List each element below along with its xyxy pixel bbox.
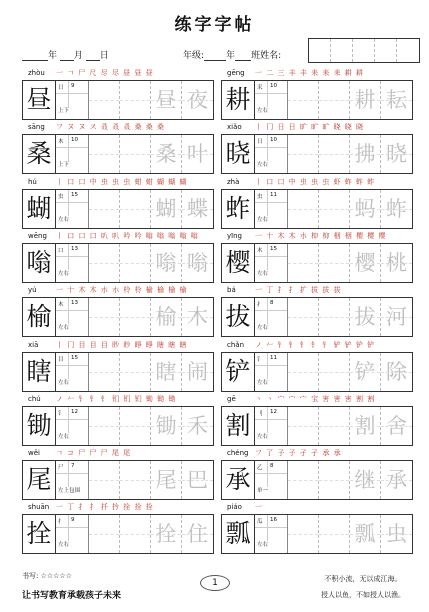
model-character: 蝴 [23, 190, 56, 228]
writing-grid [221, 352, 413, 392]
stroke-order: 一 十 木 木 朩 枊 枊 栶 栶 樱 樱 樱 [255, 231, 387, 240]
pinyin: sāng [28, 123, 45, 132]
practice-card [22, 286, 214, 336]
practice-cell[interactable] [120, 515, 151, 553]
stroke-order: 一 十 木 木 朩 朩 柃 柃 榆 榆 榆 榆 [56, 286, 188, 295]
trace-cell[interactable]: 禾 [182, 407, 213, 445]
stroke-order: 一 丁 扌 扌 扦 扲 拴 拴 拴 [56, 503, 154, 512]
stroke-order: 丨 口 口 中 虫 虫 虫 蚶 蚶 蝴 蝴 蝴 [56, 177, 188, 186]
stroke-count: 10 [71, 137, 78, 144]
practice-cell[interactable] [288, 244, 319, 282]
model-character: 拴 [23, 515, 56, 553]
date-line: 年 月 日 [22, 48, 109, 61]
char-info [56, 461, 89, 499]
pinyin: yú [28, 286, 37, 295]
model-character: 铲 [222, 353, 255, 391]
practice-cell[interactable] [89, 461, 120, 499]
practice-cell[interactable] [120, 190, 151, 228]
practice-cell[interactable] [89, 515, 120, 553]
trace-cell[interactable]: 晓 [381, 135, 412, 173]
stroke-count: 10 [270, 137, 277, 144]
radical: 虫 [257, 193, 263, 200]
stroke-count: 12 [71, 408, 78, 415]
stroke-count: 13 [71, 245, 78, 252]
char-info [255, 81, 288, 119]
stroke-count: 11 [270, 354, 277, 361]
practice-cell[interactable] [319, 407, 350, 445]
trace-cell[interactable]: 瓢 [350, 515, 381, 553]
radical: 钅 [257, 356, 263, 363]
radical: 木 [58, 302, 64, 309]
practice-cell[interactable] [89, 244, 120, 282]
practice-card [22, 341, 214, 391]
trace-cell[interactable]: 虫 [381, 515, 412, 553]
stroke-order: フ ヌ ヌ ス 叒 叒 叒 桑 桑 桑 [56, 123, 166, 132]
structure: 左右 [257, 108, 269, 114]
radical: 刂 [257, 410, 263, 417]
radical: 虫 [58, 193, 64, 200]
practice-card [22, 123, 214, 173]
structure: 上下 [58, 108, 70, 114]
practice-cell[interactable] [89, 407, 120, 445]
stroke-order: 丨 口 口 中 虫 虫 虫 虾 蚱 蚱 蚱 [255, 177, 376, 186]
pinyin-line [221, 232, 413, 241]
practice-cell[interactable] [288, 135, 319, 173]
pinyin: chú [28, 394, 41, 403]
pinyin: gēng [227, 69, 245, 77]
writing-grid [22, 80, 214, 120]
pinyin: shuān [28, 503, 50, 512]
practice-card [22, 69, 214, 119]
structure: 左上包围 [58, 488, 81, 495]
pinyin-line [22, 449, 214, 458]
practice-cell[interactable] [120, 244, 151, 282]
day-blank[interactable] [86, 51, 100, 61]
pinyin-line [22, 341, 214, 350]
trace-cell[interactable]: 夜 [182, 81, 213, 119]
writing-grid [22, 297, 214, 337]
writing-grid [22, 243, 214, 283]
writing-grid [221, 243, 413, 283]
trace-cell[interactable]: 拂 [350, 135, 381, 173]
trace-cell[interactable]: 耕 [350, 81, 381, 119]
pinyin: chǎn [227, 340, 245, 349]
stroke-order: 一 丁 扌 扌 扩 拔 拔 拔 [255, 286, 342, 295]
stroke-order: フ 了 子 子 孑 孑 承 承 [255, 449, 342, 458]
trace-cell[interactable]: 嗡 [182, 244, 213, 282]
stroke-count: 7 [71, 463, 75, 470]
trace-cell[interactable]: 继 [350, 461, 381, 499]
radical: 乙 [257, 465, 263, 472]
practice-card [221, 69, 413, 119]
practice-cell[interactable] [89, 81, 120, 119]
pinyin: wěi [28, 449, 40, 458]
trace-cell[interactable]: 巴 [182, 461, 213, 499]
practice-cell[interactable] [89, 135, 120, 173]
practice-cell[interactable] [120, 461, 151, 499]
char-info [56, 353, 89, 391]
practice-cell[interactable] [120, 298, 151, 336]
practice-cell[interactable] [319, 353, 350, 391]
char-info [56, 515, 89, 553]
page-title: 练字字帖 [174, 15, 255, 35]
structure: 左右 [58, 542, 70, 549]
stroke-order: 一 [255, 503, 263, 512]
practice-card [221, 123, 413, 173]
trace-cell[interactable]: 蝴 [151, 190, 182, 228]
stroke-order: 丨 冂 目 目 目 眇 眇 睜 睜 瞎 瞎 瞎 [56, 340, 188, 349]
practice-cell[interactable] [319, 81, 350, 119]
trace-cell[interactable]: 除 [381, 353, 412, 391]
pinyin-line [221, 503, 413, 512]
practice-cell[interactable] [120, 135, 151, 173]
practice-cell[interactable] [288, 190, 319, 228]
stroke-order: 丶 丶 宀 宀 宀 宝 害 害 害 割 割 [255, 394, 376, 403]
stroke-count: 15 [71, 354, 78, 361]
practice-card [221, 395, 413, 445]
stroke-count: 15 [270, 245, 277, 252]
trace-cell[interactable]: 蚱 [381, 190, 412, 228]
practice-card [221, 232, 413, 282]
writing-grid [22, 406, 214, 446]
stroke-order: ノ 𠂉 钅 钅 钅 钔 钔 钔 锄 锄 锄 [56, 394, 177, 403]
structure: 左右 [257, 379, 269, 386]
radical: 瓜 [257, 519, 263, 526]
structure: 左右 [58, 379, 70, 386]
trace-cell[interactable]: 木 [182, 298, 213, 336]
practice-card [221, 449, 413, 499]
pinyin-line [22, 232, 214, 241]
radical: 耒 [257, 85, 263, 91]
practice-card [22, 449, 214, 499]
structure: 左右 [58, 270, 70, 277]
stroke-order: 丨 口 口 口 叭 叭 吟 吟 嗡 嗡 嗡 嗡 嗡 [56, 231, 199, 240]
practice-cell[interactable] [319, 190, 350, 228]
pinyin: chéng [227, 449, 249, 458]
practice-card [221, 503, 413, 553]
writing-grid [221, 406, 413, 446]
trace-cell[interactable]: 桃 [381, 244, 412, 282]
char-info [255, 515, 288, 553]
writing-grid [221, 80, 413, 120]
info-line: 年级: 年 班姓名: [183, 51, 282, 61]
radical: 日 [58, 85, 64, 91]
writing-grid [22, 514, 214, 554]
trace-cell[interactable]: 割 [350, 407, 381, 445]
radical: 木 [58, 139, 64, 146]
structure: 左右 [257, 162, 269, 169]
stroke-count: 11 [270, 191, 277, 198]
char-info [255, 244, 288, 282]
structure: 左右 [257, 433, 269, 440]
model-character: 瞎 [23, 353, 56, 391]
trace-cell[interactable]: 叶 [182, 135, 213, 173]
stroke-count: 15 [71, 191, 78, 198]
char-info [255, 407, 288, 445]
stroke-count: 9 [71, 517, 75, 524]
pinyin: gē [227, 394, 236, 403]
pinyin-line [22, 123, 214, 132]
pinyin: bá [227, 286, 236, 295]
trace-cell[interactable]: 蝶 [182, 190, 213, 228]
practice-cell[interactable] [120, 81, 151, 119]
trace-cell[interactable]: 耘 [381, 81, 412, 119]
model-character: 樱 [222, 244, 255, 282]
pinyin-line [22, 69, 214, 78]
stroke-count: 16 [270, 517, 277, 524]
model-character: 承 [222, 461, 255, 499]
stroke-count: 12 [270, 408, 277, 415]
char-info [56, 407, 89, 445]
practice-card [22, 232, 214, 282]
pinyin-line [22, 178, 214, 187]
model-character: 昼 [23, 81, 56, 119]
stroke-order: 一 ㄱ 尸 尺 尽 尽 昼 昼 昼 [56, 69, 154, 77]
stroke-count: 9 [71, 83, 75, 89]
practice-cell[interactable] [288, 461, 319, 499]
writing-grid [221, 460, 413, 500]
char-info [255, 298, 288, 336]
pinyin-line [221, 69, 413, 78]
practice-cell[interactable] [120, 407, 151, 445]
trace-cell[interactable]: 铲 [350, 353, 381, 391]
practice-cell[interactable] [319, 135, 350, 173]
char-info [56, 81, 89, 119]
writing-grid [22, 352, 214, 392]
pinyin: xiā [28, 340, 39, 349]
radical: 口 [58, 247, 64, 254]
pinyin: yīng [227, 231, 242, 240]
structure: 左右 [257, 325, 269, 332]
radical: 尸 [58, 465, 64, 472]
practice-card [22, 503, 214, 553]
trace-cell[interactable]: 河 [381, 298, 412, 336]
practice-cell[interactable] [89, 353, 120, 391]
char-info [255, 353, 288, 391]
structure: 左右 [58, 216, 70, 223]
writing-grid [22, 189, 214, 229]
model-character: 晓 [222, 135, 255, 173]
practice-cell[interactable] [319, 244, 350, 282]
pinyin-line [221, 341, 413, 350]
motto: 不积小流，无以成江海。 授人以鱼，不如授人以渔。 [321, 575, 405, 599]
structure: 左右 [58, 433, 70, 440]
char-info [255, 461, 288, 499]
pinyin-line [221, 178, 413, 187]
pinyin: xiǎo [227, 123, 242, 132]
trace-cell[interactable]: 舍 [381, 407, 412, 445]
trace-cell[interactable]: 蚂 [350, 190, 381, 228]
grade-blank[interactable] [204, 51, 226, 61]
writing-grid [221, 134, 413, 174]
practice-card [221, 178, 413, 228]
radical: 扌 [58, 519, 64, 526]
stroke-order: ノ 𠂉 钅 钅 钅 钅 钅 铲 铲 铲 铲 [255, 340, 376, 349]
char-info [255, 135, 288, 173]
writing-grid [221, 189, 413, 229]
model-character: 瓢 [222, 515, 255, 553]
trace-cell[interactable]: 拴 [151, 515, 182, 553]
model-character: 嗡 [23, 244, 56, 282]
trace-cell[interactable]: 嗡 [151, 244, 182, 282]
pinyin: zhòu [28, 69, 45, 77]
structure: 单一 [257, 488, 269, 495]
structure: 左右 [257, 216, 269, 223]
structure: 左右 [257, 542, 269, 549]
model-character: 耕 [222, 81, 255, 119]
stroke-count: 8 [270, 300, 274, 307]
pinyin-line [221, 123, 413, 132]
practice-cell[interactable] [319, 515, 350, 553]
char-info [255, 190, 288, 228]
writing-grid [221, 297, 413, 337]
pinyin: piáo [227, 503, 242, 512]
practice-cell[interactable] [89, 298, 120, 336]
trace-cell[interactable]: 尾 [151, 461, 182, 499]
slogan: 让书写教育承载孩子未来 [22, 591, 122, 601]
pinyin-line [221, 286, 413, 295]
stroke-count: 13 [71, 300, 78, 307]
model-character: 尾 [23, 461, 56, 499]
radical: 木 [257, 247, 263, 254]
model-character: 榆 [23, 298, 56, 336]
model-character: 拔 [222, 298, 255, 336]
trace-cell[interactable]: 闹 [182, 353, 213, 391]
pinyin-line [221, 395, 413, 404]
stroke-count: 10 [270, 83, 277, 89]
practice-cell[interactable] [288, 515, 319, 553]
trace-cell[interactable]: 住 [182, 515, 213, 553]
practice-card [221, 286, 413, 336]
stroke-order: ㄱ コ 尸 尸 尸 尾 尾 [56, 449, 132, 458]
stroke-count: 8 [270, 463, 274, 470]
structure: 上下 [58, 162, 70, 169]
structure: 左右 [58, 325, 70, 332]
trace-cell[interactable]: 锄 [151, 407, 182, 445]
name-grid[interactable] [308, 38, 420, 63]
practice-cell[interactable] [319, 298, 350, 336]
practice-cell[interactable] [288, 298, 319, 336]
char-info [56, 244, 89, 282]
practice-card [221, 341, 413, 391]
trace-cell[interactable]: 拔 [350, 298, 381, 336]
char-info [56, 135, 89, 173]
trace-cell[interactable]: 昼 [151, 81, 182, 119]
month-blank[interactable] [60, 51, 74, 61]
practice-cell[interactable] [120, 353, 151, 391]
practice-card [22, 178, 214, 228]
writing-grid [22, 460, 214, 500]
trace-cell[interactable]: 瞎 [151, 353, 182, 391]
pinyin-line [221, 449, 413, 458]
radical: 日 [257, 139, 263, 146]
pinyin-line [22, 286, 214, 295]
pinyin-line [22, 395, 214, 404]
page-number: 1 [200, 575, 230, 591]
model-character: 桑 [23, 135, 56, 173]
practice-cell[interactable] [288, 353, 319, 391]
writing-grid [221, 514, 413, 554]
pinyin: hú [28, 177, 37, 186]
model-character: 锄 [23, 407, 56, 445]
pinyin: zhà [227, 177, 240, 186]
model-character: 割 [222, 407, 255, 445]
stroke-order: 一 二 三 丰 丰 耒 耒 耒 耕 耕 [255, 69, 365, 77]
pinyin-line [22, 503, 214, 512]
practice-cell[interactable] [89, 190, 120, 228]
practice-cell[interactable] [288, 407, 319, 445]
pinyin: wēng [28, 231, 47, 240]
trace-cell[interactable]: 榆 [151, 298, 182, 336]
trace-cell[interactable]: 桑 [151, 135, 182, 173]
year-blank[interactable] [22, 51, 48, 61]
radical: 目 [58, 356, 64, 363]
trace-cell[interactable]: 樱 [350, 244, 381, 282]
practice-cell[interactable] [288, 81, 319, 119]
radical: 扌 [257, 302, 263, 309]
writing-grid [22, 134, 214, 174]
radical: 钅 [58, 410, 64, 417]
trace-cell[interactable]: 承 [381, 461, 412, 499]
practice-card [22, 395, 214, 445]
rating: 书写: ☆☆☆☆☆ [22, 572, 72, 580]
stroke-order: 丨 冂 日 日 旷 旷 旷 晓 晓 晓 [255, 123, 365, 132]
class-blank[interactable] [235, 51, 251, 61]
practice-cell[interactable] [319, 461, 350, 499]
char-info [56, 190, 89, 228]
char-info [56, 298, 89, 336]
structure: 左右 [257, 270, 269, 277]
model-character: 蚱 [222, 190, 255, 228]
